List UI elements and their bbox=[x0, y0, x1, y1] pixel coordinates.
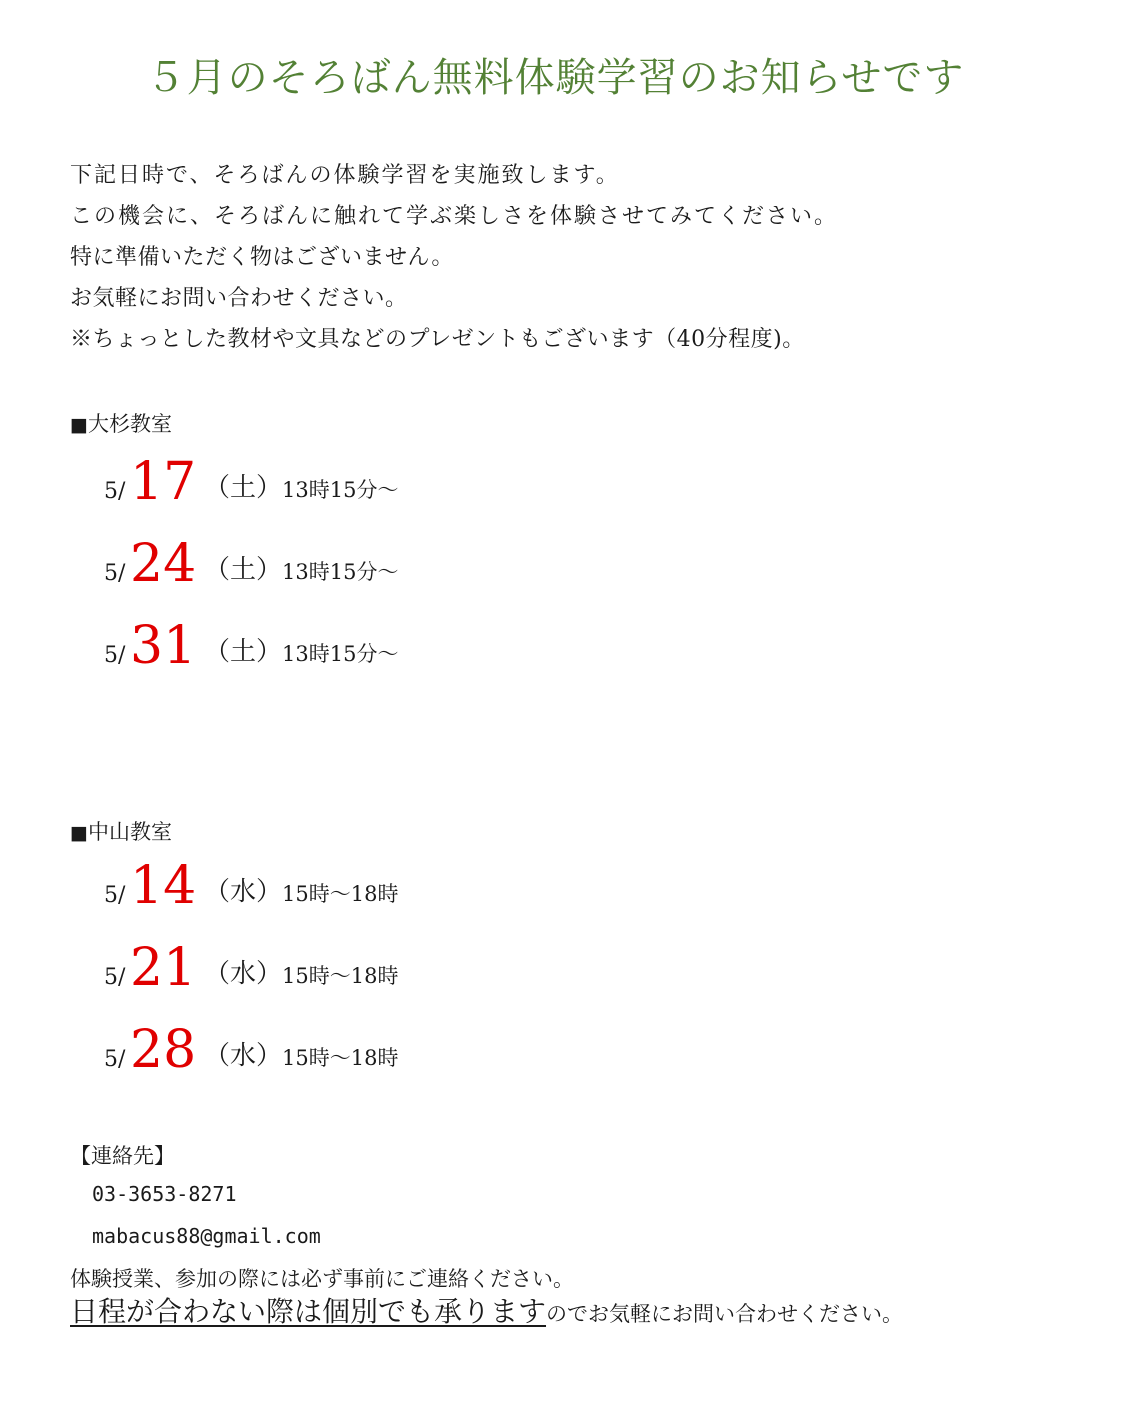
contact-label: 【連絡先】 bbox=[70, 1144, 175, 1168]
closing-emphasis: 日程が合わない際は個別でも承ります bbox=[70, 1295, 547, 1328]
intro-line-1: 下記日時で、そろばんの体験学習を実施致します。 bbox=[70, 163, 620, 188]
classroom-heading-nakayama bbox=[70, 816, 172, 846]
session-weekday: （土） bbox=[204, 473, 283, 503]
intro-line-4: お気軽にお問い合わせください。 bbox=[70, 286, 408, 311]
session-time: 15時～18時 bbox=[282, 882, 399, 906]
session-weekday: （水） bbox=[204, 959, 283, 989]
advance-notice: 体験授業、参加の際には必ず事前にご連絡ください。 bbox=[70, 1267, 574, 1291]
session-day: 31 bbox=[130, 616, 197, 676]
session-month: 5/ bbox=[104, 561, 126, 586]
closing-message bbox=[70, 1290, 903, 1330]
page-title: ５月のそろばん無料体験学習のお知らせです bbox=[145, 55, 965, 101]
session-month: 5/ bbox=[104, 965, 126, 990]
session-time: 13時15分～ bbox=[282, 560, 399, 584]
session-day: 24 bbox=[130, 534, 197, 594]
session-time: 15時～18時 bbox=[282, 964, 399, 988]
session-time: 13時15分～ bbox=[282, 478, 399, 502]
classroom-name: 大杉教室 bbox=[87, 412, 172, 436]
session-day: 28 bbox=[130, 1020, 197, 1080]
session-month: 5/ bbox=[104, 1047, 126, 1072]
session-weekday: （土） bbox=[204, 555, 283, 585]
square-bullet-icon: ■ bbox=[70, 822, 88, 844]
contact-email[interactable]: mabacus88@gmail.com bbox=[92, 1224, 321, 1248]
square-bullet-icon: ■ bbox=[70, 414, 88, 436]
session-day: 14 bbox=[130, 856, 197, 916]
session-time: 13時15分～ bbox=[282, 642, 399, 666]
intro-line-3: 特に準備いただく物はございません。 bbox=[70, 245, 454, 270]
session-weekday: （水） bbox=[204, 1041, 283, 1071]
session-month: 5/ bbox=[104, 643, 126, 668]
contact-phone[interactable]: 03-3653-8271 bbox=[92, 1182, 237, 1206]
session-month: 5/ bbox=[104, 479, 126, 504]
session-weekday: （土） bbox=[204, 637, 283, 667]
classroom-heading-osugi bbox=[70, 408, 172, 438]
intro-line-5: ※ちょっとした教材や文具などのプレゼントもございます（40分程度)。 bbox=[70, 327, 805, 352]
session-day: 21 bbox=[130, 938, 197, 998]
intro-paragraph bbox=[70, 158, 838, 363]
session-time: 15時～18時 bbox=[282, 1046, 399, 1070]
closing-rest: のでお気軽にお問い合わせください。 bbox=[546, 1302, 904, 1326]
session-weekday: （水） bbox=[204, 877, 283, 907]
intro-line-2: この機会に、そろばんに触れて学ぶ楽しさを体験させてみてください。 bbox=[70, 204, 839, 229]
classroom-name: 中山教室 bbox=[87, 820, 172, 844]
session-month: 5/ bbox=[104, 883, 126, 908]
session-day: 17 bbox=[130, 452, 197, 512]
